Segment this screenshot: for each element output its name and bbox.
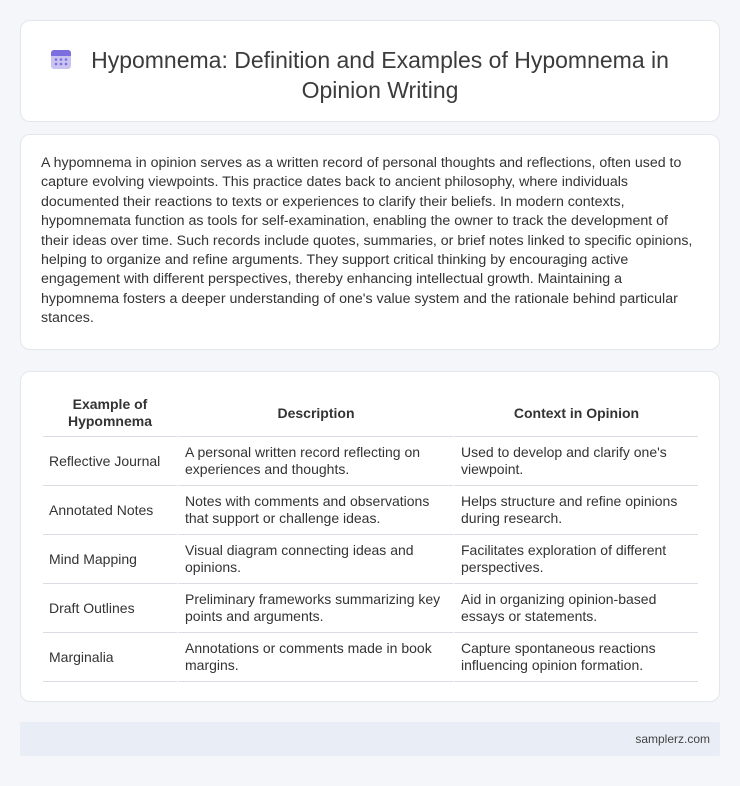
table-row — [43, 486, 698, 535]
cell-example: Draft Outlines — [43, 584, 177, 633]
intro-card — [20, 134, 720, 350]
cell-context: Used to develop and clarify one's viewpoint. — [453, 437, 698, 486]
page-title: Hypomnema: Definition and Examples of Hypomnema in Opinion Writing — [91, 47, 669, 103]
header-example: Example of Hypomnema — [43, 394, 177, 437]
table-row — [43, 633, 698, 682]
cell-description: Visual diagram connecting ideas and opinions. — [177, 535, 453, 584]
table-row — [43, 584, 698, 633]
table-row — [43, 535, 698, 584]
footer-bar — [20, 722, 720, 756]
cell-context: Aid in organizing opinion-based essays or statements. — [453, 584, 698, 633]
examples-table — [43, 394, 698, 682]
cell-context: Capture spontaneous reactions influencing opinion formation. — [453, 633, 698, 682]
table-row — [43, 437, 698, 486]
cell-example: Reflective Journal — [43, 437, 177, 486]
cell-example: Marginalia — [43, 633, 177, 682]
cell-context: Helps structure and refine opinions during research. — [453, 486, 698, 535]
cell-example: Annotated Notes — [43, 486, 177, 535]
intro-paragraph: A hypomnema in opinion serves as a written record of personal thoughts and reflections, often used to capture evolving viewpoints. This practice dates back to ancient philosophy, where individuals documented their reactions to texts or experiences to clarify their beliefs. In modern contexts, hypomnemata function as tools for self-examination, enabling the owner to track the development of their ideas over time. Such records include quotes, summaries, or brief notes linked to specific opinions, helping to organize and refine arguments. They support critical thinking by encouraging active engagement with different perspectives, thereby enhancing intellectual growth. Maintaining a hypomnema fosters a deeper understanding of one's value system and the rationale behind particular stances. — [41, 155, 693, 327]
table-header-row — [43, 394, 698, 437]
cell-description: Preliminary frameworks summarizing key points and arguments. — [177, 584, 453, 633]
cell-description: Annotations or comments made in book margins. — [177, 633, 453, 682]
cell-context: Facilitates exploration of different perspectives. — [453, 535, 698, 584]
cell-description: A personal written record reflecting on experiences and thoughts. — [177, 437, 453, 486]
header-context: Context in Opinion — [453, 394, 698, 437]
cell-example: Mind Mapping — [43, 535, 177, 584]
table-card — [20, 371, 720, 702]
title-card — [20, 20, 720, 122]
footer-site-link[interactable]: samplerz.com — [635, 732, 710, 746]
cell-description: Notes with comments and observations that support or challenge ideas. — [177, 486, 453, 535]
header-description: Description — [177, 394, 453, 437]
